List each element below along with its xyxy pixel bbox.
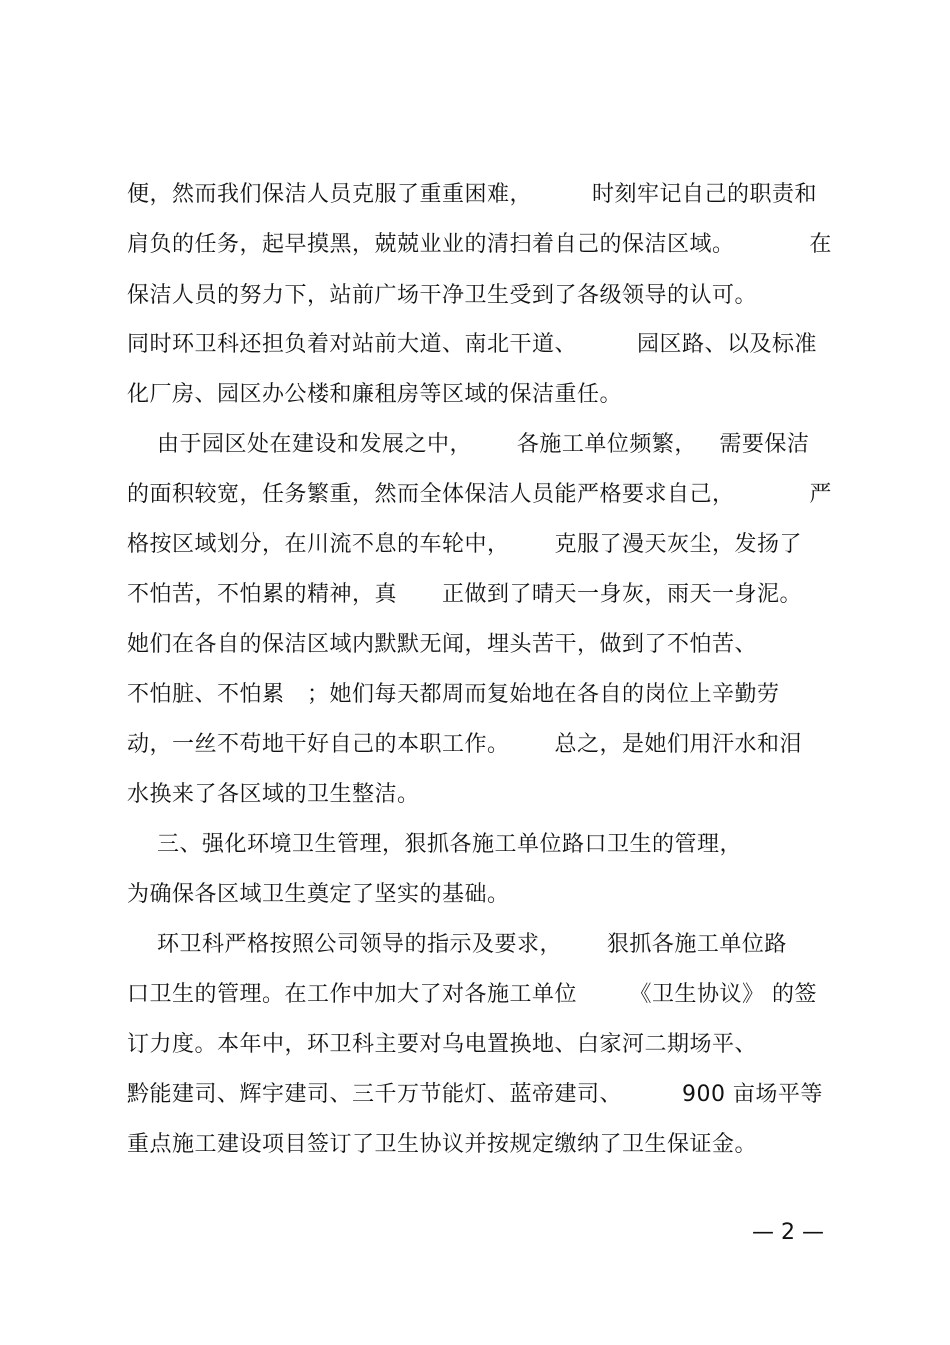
text-line: 订力度。本年中，环卫科主要对乌电置换地、白家河二期场平、 xyxy=(127,1032,758,1057)
section-heading-line: 为确保各区域卫生奠定了坚实的基础。 xyxy=(127,882,510,907)
text-line: 的面积较宽，任务繁重，然而全体保洁人员能严格要求自己， 严 xyxy=(127,482,832,507)
text-line: 肩负的任务，起早摸黑，兢兢业业的清扫着自己的保洁区域。 在 xyxy=(127,232,832,257)
text-line: 口卫生的管理。在工作中加大了对各施工单位 《卫生协议》 的签 xyxy=(127,982,817,1007)
text-line: 她们在各自的保洁区域内默默无闻，埋头苦干，做到了不怕苦、 xyxy=(127,632,758,657)
text-line: 动，一丝不苟地干好自己的本职工作。 总之，是她们用汗水和泪 xyxy=(127,732,802,757)
text-line: 不怕苦，不怕累的精神，真 正做到了晴天一身灰，雨天一身泥。 xyxy=(127,582,802,607)
text-line: 同时环卫科还担负着对站前大道、南北干道、 园区路、以及标准 xyxy=(127,332,817,357)
text-line: 重点施工建设项目签订了卫生协议并按规定缴纳了卫生保证金。 xyxy=(127,1132,758,1157)
text-line: 黔能建司、辉宇建司、三千万节能灯、蓝帝建司、 900 亩场平等 xyxy=(127,1082,823,1107)
text-line: 格按区域划分，在川流不息的车轮中， 克服了漫天灰尘，发扬了 xyxy=(127,532,802,557)
section-heading-line: 三、强化环境卫生管理，狠抓各施工单位路口卫生的管理， xyxy=(127,832,742,857)
text-line: 保洁人员的努力下，站前广场干净卫生受到了各级领导的认可。 xyxy=(127,283,758,308)
paragraph-first-line: 由于园区处在建设和发展之中， 各施工单位频繁， 需要保洁 xyxy=(127,432,810,457)
paragraph-first-line: 环卫科严格按照公司领导的指示及要求， 狠抓各施工单位路 xyxy=(127,932,787,957)
page-number: — 2 — xyxy=(752,1220,824,1245)
text-line: 便，然而我们保洁人员克服了重重困难， 时刻牢记自己的职责和 xyxy=(127,182,817,207)
text-line: 水换来了各区域的卫生整洁。 xyxy=(127,782,420,807)
text-line: 化厂房、园区办公楼和廉租房等区域的保洁重任。 xyxy=(127,382,623,407)
text-line: 不怕脏、不怕累 ；她们每天都周而复始地在各自的岗位上辛勤劳 xyxy=(127,682,780,707)
